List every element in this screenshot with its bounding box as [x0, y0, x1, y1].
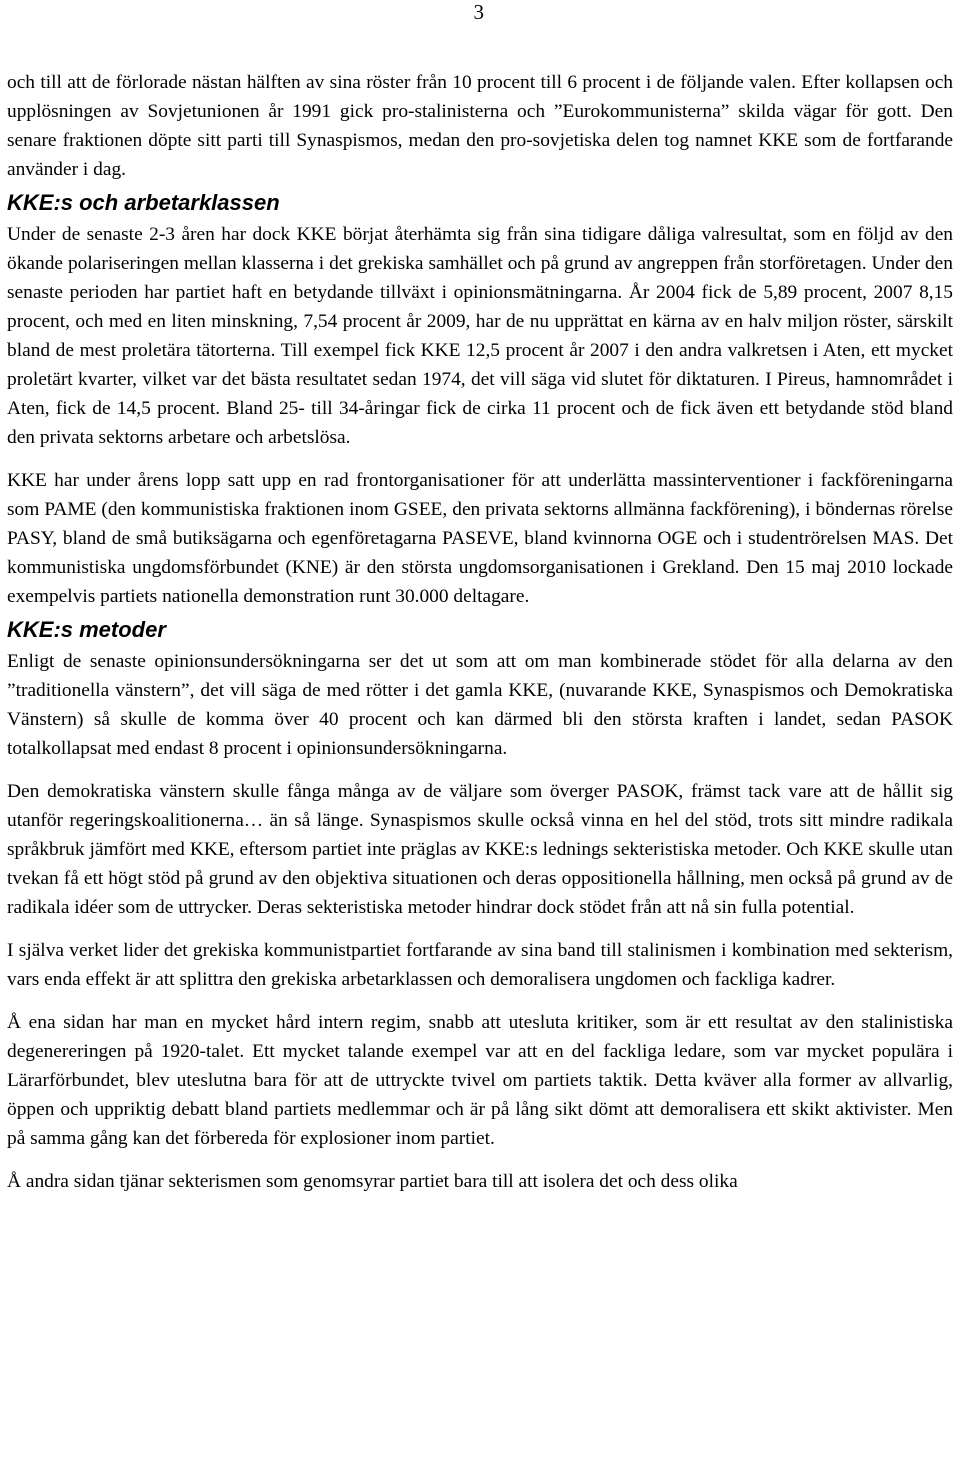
paragraph-spacer: [7, 452, 953, 466]
paragraph: Under de senaste 2-3 åren har dock KKE börjat återhämta sig från sina tidigare dåliga valresultat, som en följd av den ökande polariseringen mellan klasserna i det grekiska samhället och på grund av angreppen från storföretagen. Under den senaste perioden har partiet haft en betydande tillväxt i opinionsmätningarna. År 2004 fick de 5,89 procent, 2007 8,15 procent, och med en liten minskning, 7,54 procent år 2009, har de nu upprättat en kärna av en halv miljon röster, särskilt bland de mest proletära tätorterna. Till exempel fick KKE 12,5 procent år 2007 i den andra valkretsen i Aten, ett mycket proletärt kvarter, vilket var det bästa resultatet sedan 1974, det vill säga vid slutet för diktaturen. I Pireus, hamnområdet i Aten, fick de 14,5 procent. Bland 25- till 34-åringar fick de cirka 11 procent och de fick även ett betydande stöd bland den privata sektorns arbetare och arbetslösa.: [7, 224, 953, 448]
paragraph-spacer: [7, 1153, 953, 1167]
paragraph-spacer: [7, 763, 953, 777]
paragraph: KKE har under årens lopp satt upp en rad frontorganisationer för att underlätta massinterventioner i fackföreningarna som PAME (den kommunistiska fraktionen inom GSEE, den privata sektorns allmänna fackförening), i böndernas rörelse PASY, bland de små butiksägarna och egenföretagarna PASEVE, bland kvinnorna OGE och i studentrörelsen MAS. Det kommunistiska ungdomsförbundet (KNE) är den största ungdomsorganisationen i Grekland. Den 15 maj 2010 lockade exempelvis partiets nationella demonstration runt 30.000 deltagare.: [7, 470, 953, 607]
paragraph: Å andra sidan tjänar sekterismen som genomsyrar partiet bara till att isolera det och dess olika: [7, 1171, 738, 1192]
paragraph-spacer: [7, 922, 953, 936]
paragraph: Å ena sidan har man en mycket hård intern regim, snabb att utesluta kritiker, som är ett resultat av den stalinistiska degenereringen på 1920-talet. Ett mycket talande exempel var att en del fackliga ledare, som var mycket populära i Lärarförbundet, blev uteslutna bara för att de uttryckte tvivel om partiets taktik. Detta kväver alla former av allvarlig, öppen och uppriktig debatt bland partiets medlemmar och är på lång sikt dömt att demoralisera ett skikt aktivister. Men på samma gång kan det förbereda för explosioner inom partiet.: [7, 1012, 953, 1149]
intro-paragraph: och till att de förlorade nästan hälften av sina röster från 10 procent till 6 procent i de följande valen. Efter kollapsen och upplösningen av Sovjetunionen år 1991 gick pro-stalinisterna och ”Eurokommunisterna” skilda vägar för gott. Den senare fraktionen döpte sitt parti till Synaspismos, medan den pro-sovjetiska delen tog namnet KKE som de fortfarande använder i dag.: [7, 72, 953, 180]
section-heading-methods: KKE:s metoder: [7, 617, 166, 642]
paragraph: I själva verket lider det grekiska kommunistpartiet fortfarande av sina band till stalinismen i kombination med sekterism, vars enda effekt är att splittra den grekiska arbetarklassen och demoralisera ungdomen och fackliga kadrer.: [7, 940, 953, 990]
page-number: 3: [473, 0, 484, 24]
page-content: [7, 68, 953, 1196]
paragraph: Enligt de senaste opinionsundersökningarna ser det ut som att om man kombinerade stödet för alla delarna av den ”traditionella vänstern”, det vill säga de med rötter i det gamla KKE, (nuvarande KKE, Synaspismos och Demokratiska Vänstern) så skulle de komma över 40 procent och kan därmed bli den största kraften i landet, sedan PASOK totalkollapsat med endast 8 procent i opinionsundersökningarna.: [7, 651, 953, 759]
section-heading-working-class: KKE:s och arbetarklassen: [7, 190, 280, 215]
paragraph: Den demokratiska vänstern skulle fånga många av de väljare som överger PASOK, främst tack vare att de hållit sig utanför regeringskoalitionerna… än så länge. Synaspismos skulle också vinna en hel del stöd, trots sitt mindre radikala språkbruk jämfört med KKE, eftersom partiet inte präglas av KKE:s lednings sekteristiska metoder. Och KKE skulle utan tvekan få ett högt stöd på grund av den objektiva situationen och deras oppositionella hållning, men också på grund av de radikala idéer som de uttrycker. Deras sekteristiska metoder hindrar dock stödet från att nå sin fulla potential.: [7, 781, 953, 918]
paragraph-spacer: [7, 994, 953, 1008]
